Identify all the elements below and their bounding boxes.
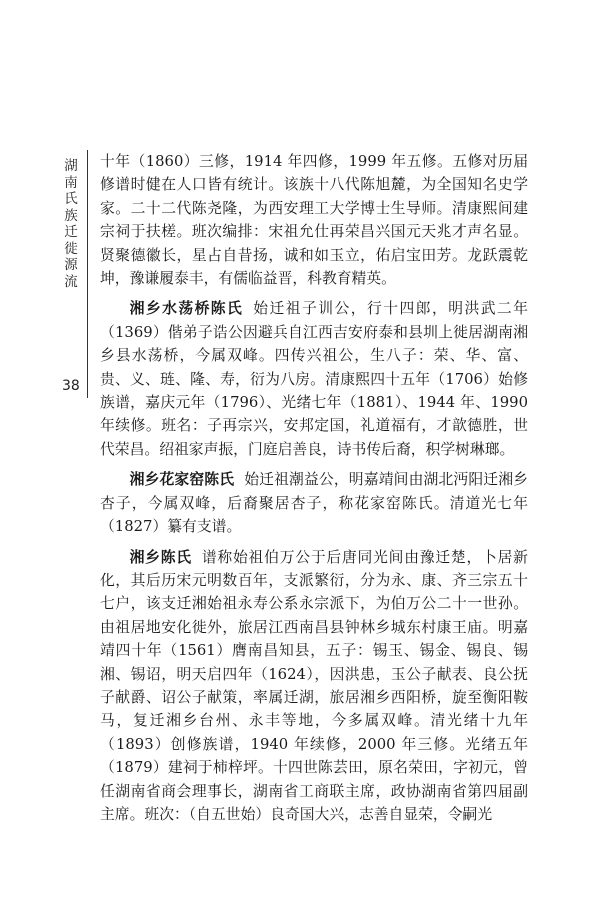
side-divider — [87, 150, 88, 398]
paragraph-continuation — [100, 150, 528, 290]
book-title: 湖南氏族迁徙源流 — [64, 158, 78, 290]
entry-shuidangqiao-chen — [100, 297, 528, 461]
page-number: 38 — [62, 378, 80, 394]
entry-text: 谱称始祖伯万公于后唐同光间由豫迁楚，卜居新化，其后历宋元明数百年，支派繁衍，分为永、康、齐三宗五十七户，该支迁湘始祖永寿公系永宗派下，为伯万公二十一世孙。由祖居地安化徙外，旅居江西南昌县钟林乡城东村康王庙。明嘉靖四十年（1561）膺南昌知县，五子：锡玉、锡金、锡良、锡湘、锡诏，明天启四年（1624），因洪患，玉公子献表、良公抚子献爵、诏公子献策，率属迁湖，旅居湘乡西阳桥，旋至衡阳鞍马，复迁湘乡台州、永丰等地，今多属双峰。清光绪十九年（1893）创修族谱，1940 年续修，2000 年三修。光绪五年（1879）建祠于柿梓坪。十四世陈芸田，原名荣田，字初元，曾任湖南省商会理事长，湖南省工商联主席，政协湖南省第四届副主席。班次：（自五世始）良奇国大兴，志善自显荣，令嗣光 — [100, 548, 528, 823]
entry-title: 湘乡陈氏 — [129, 548, 192, 566]
page-body — [100, 150, 528, 833]
entry-huajiayao-chen — [100, 468, 528, 538]
paragraph-text: 十年（1860）三修，1914 年四修，1999 年五修。五修对历届修谱时健在人口皆有统计。该族十八代陈旭麓，为全国知名史学家。二十二代陈尧隆，为西安理工大学博士生导师。清康熙间建宗祠于扶槎。班次编排：宋祖允仕再荣昌兴国元天兆才声名显。贤聚德徽长，星占自昔扬，诚和如玉立，佑启宝田芳。龙跃震乾坤，豫谦履泰丰，有儒临益晋，科教育精英。 — [100, 153, 528, 288]
entry-title: 湘乡水荡桥陈氏 — [129, 300, 244, 318]
entry-text: 始迁祖潮益公，明嘉靖间由湖北沔阳迁湘乡杏子，今属双峰，后裔聚居杏子，称花家窑陈氏。清道光七年（1827）纂有支谱。 — [100, 471, 528, 536]
entry-text: 始迁祖子训公，行十四郎，明洪武二年（1369）偕弟子诰公因避兵自江西吉安府泰和县圳上徙居湖南湘乡县水荡桥，今属双峰。四传兴祖公，生八子：荣、华、富、贵、义、琏、隆、寿，衍为八房。清康熙四十五年（1706）始修族谱，嘉庆元年（1796）、光绪七年（1881）、1944 年、1990 年续修。班名：子再宗兴，安邦定国，礼道福有，才歆德胜，世代荣昌。绍祖家声振，门庭启善良，诗书传后裔，积学树琳瑯。 — [100, 300, 528, 458]
entry-xiangxiang-chen — [100, 546, 528, 827]
entry-title: 湘乡花家窑陈氏 — [129, 471, 235, 489]
